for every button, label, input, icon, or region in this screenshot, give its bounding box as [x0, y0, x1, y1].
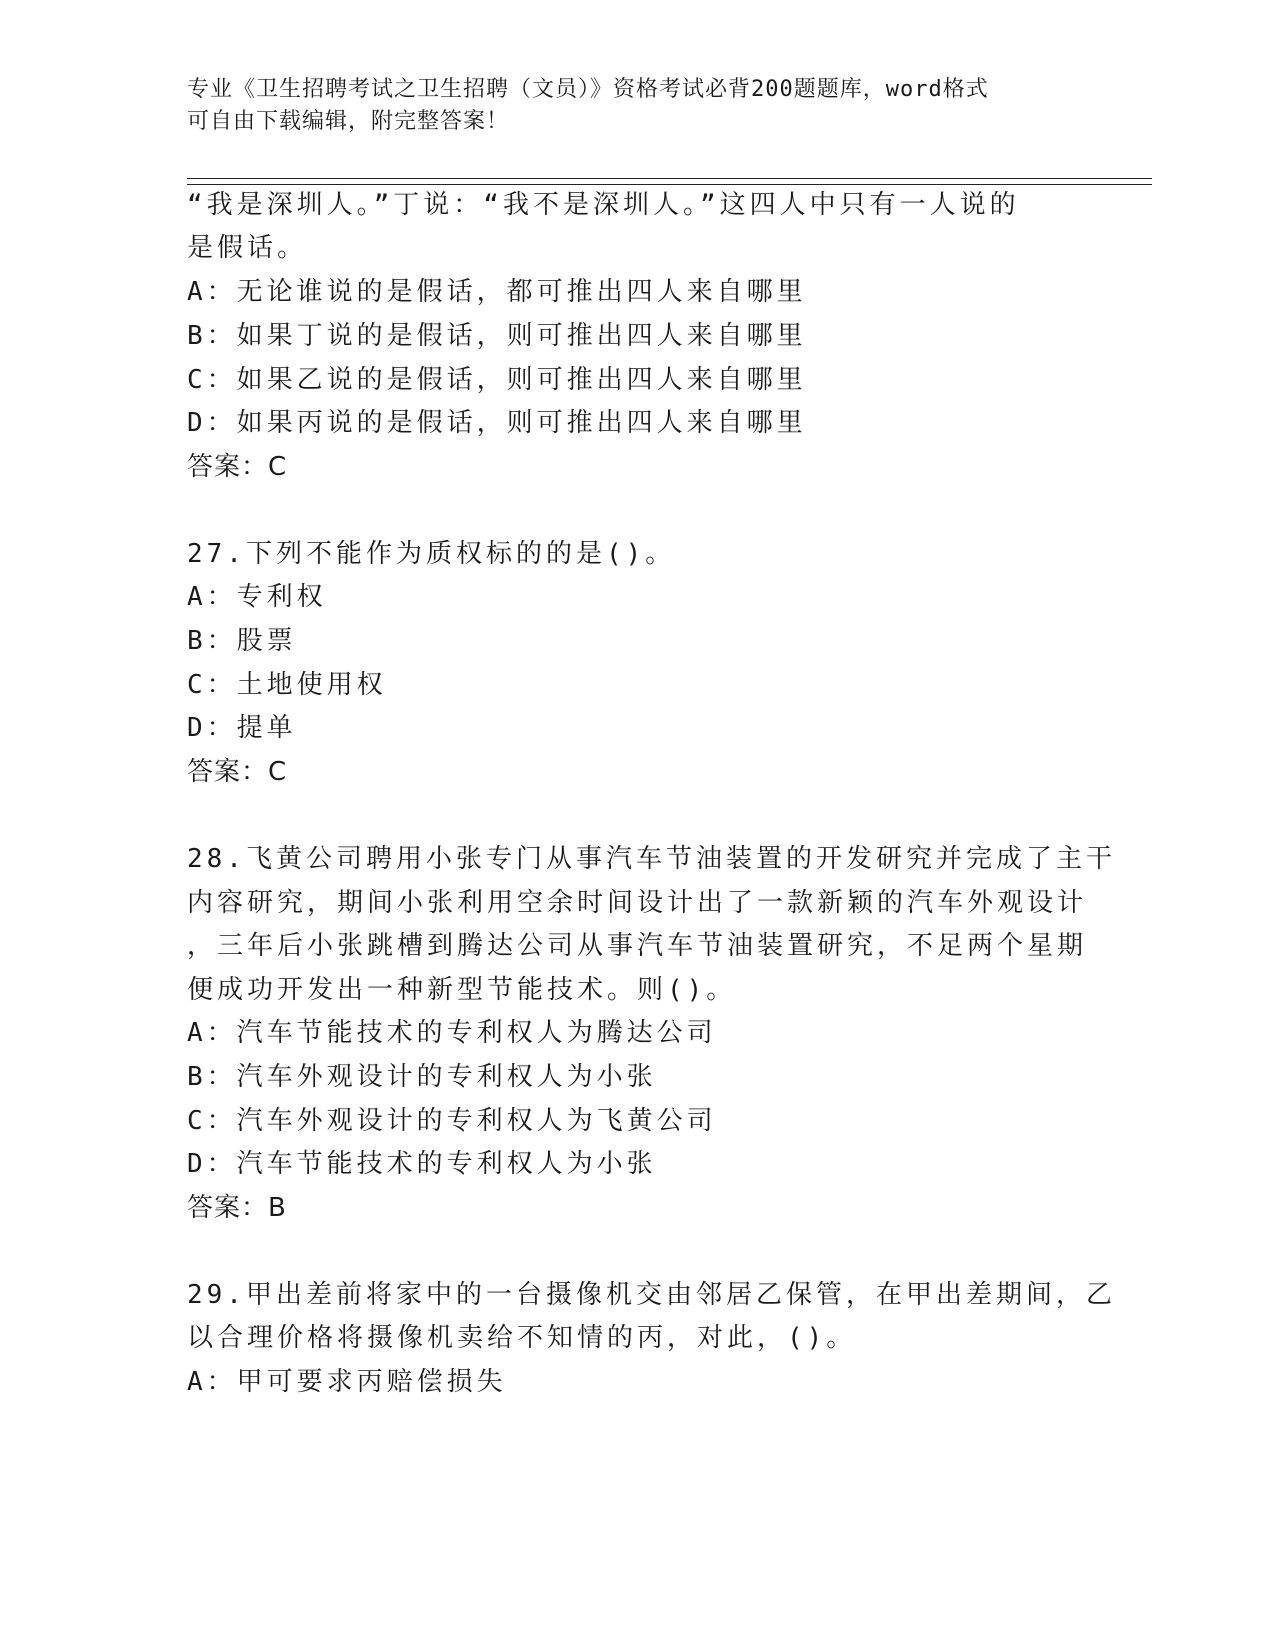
- q26-option-c: C：如果乙说的是假话，则可推出四人来自哪里: [187, 365, 807, 395]
- q27-option-c: C：土地使用权: [187, 670, 387, 700]
- q26-stem-line-1: “我是深圳人。”丁说：“我不是深圳人。”这四人中只有一人说的: [187, 190, 1020, 220]
- q26-option-a: A：无论谁说的是假话，都可推出四人来自哪里: [187, 277, 807, 307]
- q28-option-d: D：汽车节能技术的专利权人为小张: [187, 1149, 657, 1179]
- q29-stem-line-1: 29.甲出差前将家中的一台摄像机交由邻居乙保管，在甲出差期间，乙: [187, 1280, 1116, 1310]
- q28-stem-line-4: 便成功开发出一种新型节能技术。则()。: [187, 975, 737, 1005]
- q28-option-c: C：汽车外观设计的专利权人为飞黄公司: [187, 1106, 717, 1136]
- q29-option-a: A：甲可要求丙赔偿损失: [187, 1367, 507, 1397]
- header-divider-bottom: [187, 184, 1152, 185]
- q26-option-d: D：如果丙说的是假话，则可推出四人来自哪里: [187, 408, 807, 438]
- q26-stem-line-2: 是假话。: [187, 233, 308, 263]
- document-header: [187, 74, 1067, 138]
- q29-stem-line-2: 以合理价格将摄像机卖给不知情的丙，对此，()。: [187, 1323, 857, 1353]
- q27-option-b: B：股票: [187, 626, 297, 656]
- q27-option-a: A：专利权: [187, 582, 327, 612]
- header-line-2: 可自由下载编辑，附完整答案！: [187, 109, 510, 134]
- q28-stem-line-1: 28.飞黄公司聘用小张专门从事汽车节油装置的开发研究并完成了主干: [187, 844, 1116, 874]
- q28-option-a: A：汽车节能技术的专利权人为腾达公司: [187, 1018, 717, 1048]
- q28-stem-line-2: 内容研究，期间小张利用空余时间设计出了一款新颖的汽车外观设计: [187, 888, 1088, 918]
- q27-option-d: D：提单: [187, 713, 297, 743]
- header-line-1: 专业《卫生招聘考试之卫生招聘（文员）》资格考试必背200题题库，word格式: [187, 77, 989, 102]
- q26-option-b: B：如果丁说的是假话，则可推出四人来自哪里: [187, 321, 807, 351]
- header-divider-top: [187, 178, 1152, 179]
- q28-answer: 答案：B: [187, 1193, 287, 1223]
- q26-answer: 答案：C: [187, 452, 288, 482]
- q27-answer: 答案：C: [187, 757, 288, 787]
- q28-stem-line-3: ，三年后小张跳槽到腾达公司从事汽车节油装置研究，不足两个星期: [187, 931, 1088, 961]
- q27-stem: 27.下列不能作为质权标的的是()。: [187, 539, 676, 569]
- q28-option-b: B：汽车外观设计的专利权人为小张: [187, 1062, 657, 1092]
